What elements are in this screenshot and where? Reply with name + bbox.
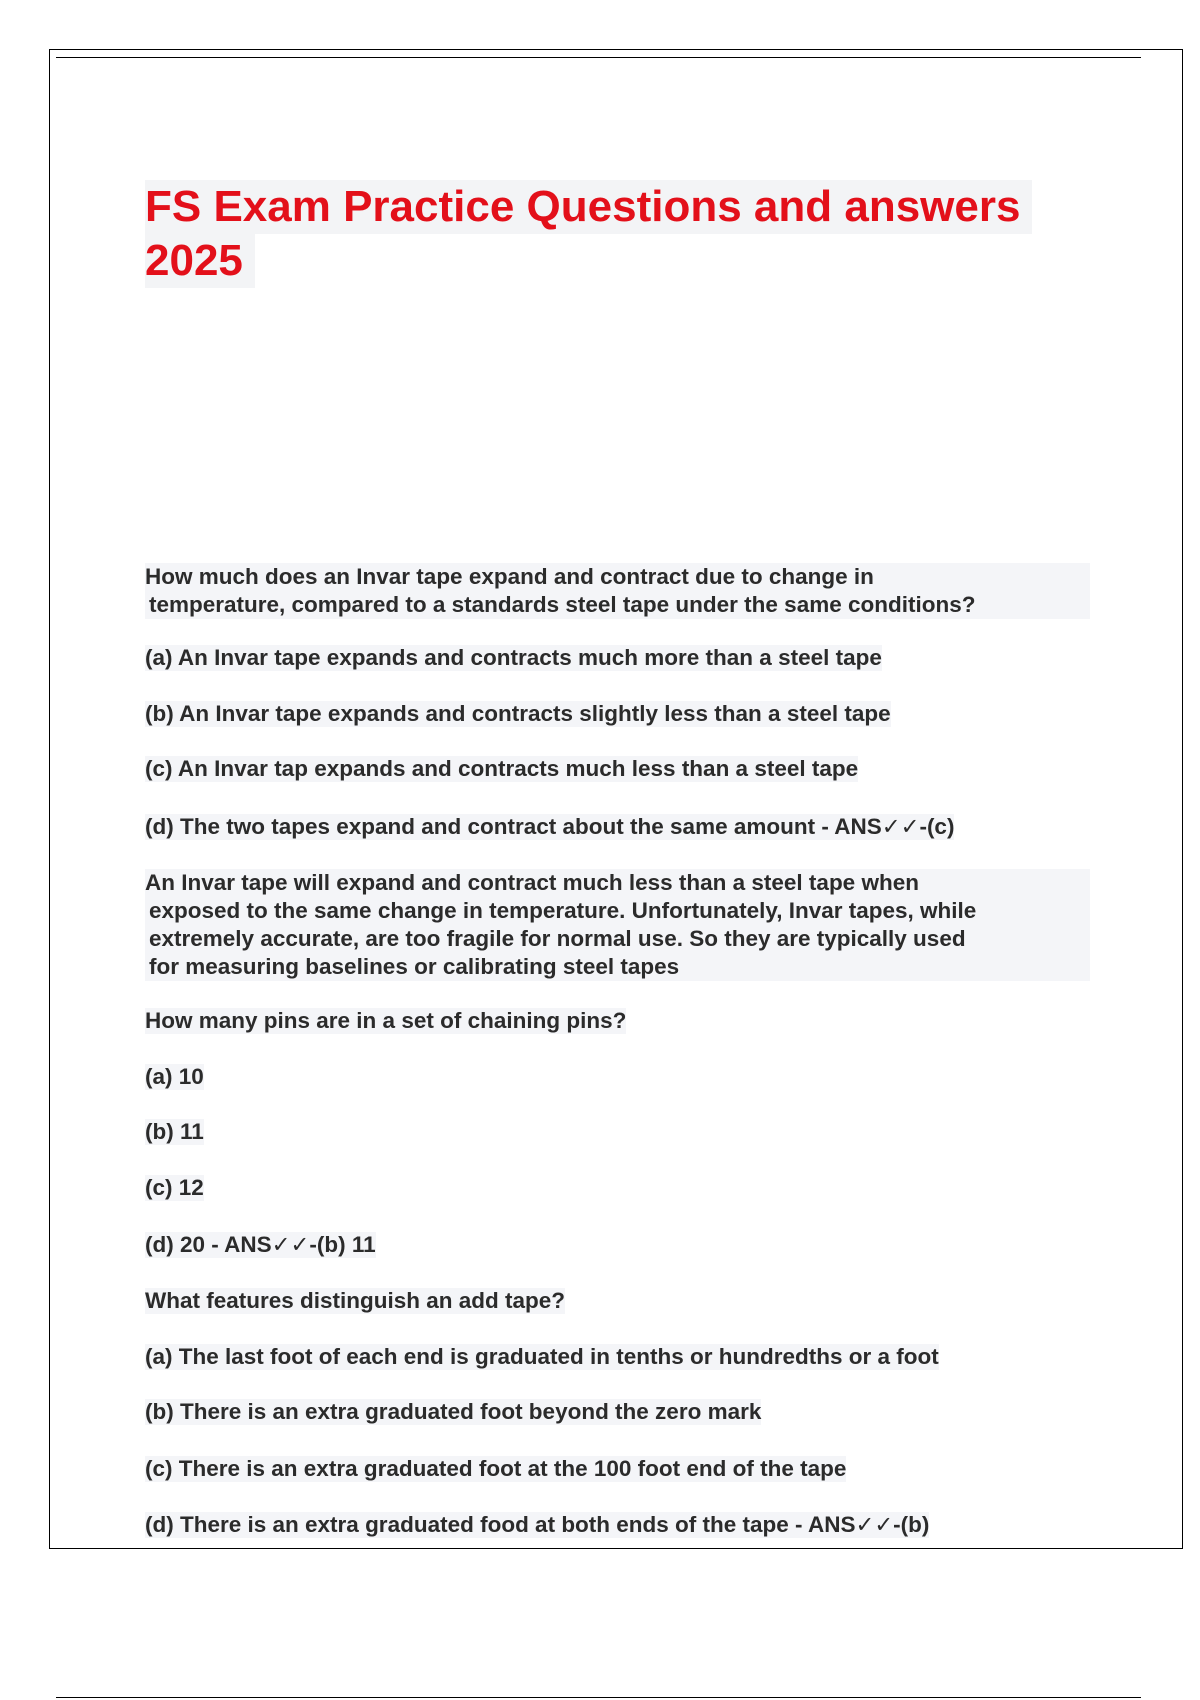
answer-option bbox=[145, 756, 1090, 782]
answer-option bbox=[145, 1344, 1090, 1370]
option-text: (d) There is an extra graduated food at both ends of the tape - ANS✓✓-(b) bbox=[145, 1512, 930, 1537]
explanation-text bbox=[145, 869, 1090, 981]
bottom-rule bbox=[56, 1697, 1141, 1698]
answer-option bbox=[145, 645, 1090, 671]
option-text: (d) 20 - ANS✓✓-(b) 11 bbox=[145, 1232, 376, 1257]
explanation-line: extremely accurate, are too fragile for normal use. So they are typically used bbox=[145, 925, 1090, 953]
option-text: (c) An Invar tap expands and contracts much less than a steel tape bbox=[145, 756, 859, 781]
answer-option bbox=[145, 701, 1090, 727]
option-text: (b) An Invar tape expands and contracts slightly less than a steel tape bbox=[145, 701, 891, 726]
answer-option bbox=[145, 1512, 1090, 1538]
question-text bbox=[145, 563, 1090, 619]
answer-option bbox=[145, 1119, 1090, 1145]
question-text: What features distinguish an add tape? bbox=[145, 1288, 566, 1313]
answer-option bbox=[145, 1232, 1090, 1258]
option-text: (b) 11 bbox=[145, 1119, 204, 1144]
option-text: (a) An Invar tape expands and contracts much more than a steel tape bbox=[145, 645, 882, 670]
option-text: (c) There is an extra graduated foot at the 100 foot end of the tape bbox=[145, 1456, 847, 1481]
title-line-2: 2025 bbox=[145, 234, 255, 288]
answer-option bbox=[145, 1456, 1090, 1482]
explanation-line: for measuring baselines or calibrating steel tapes bbox=[145, 953, 1090, 981]
question-line: temperature, compared to a standards steel tape under the same conditions? bbox=[145, 591, 1090, 619]
answer-option bbox=[145, 1175, 1090, 1201]
option-text: (c) 12 bbox=[145, 1175, 204, 1200]
option-text: (a) 10 bbox=[145, 1064, 204, 1089]
answer-option bbox=[145, 814, 1090, 840]
answer-option bbox=[145, 1064, 1090, 1090]
explanation-line: exposed to the same change in temperature. Unfortunately, Invar tapes, while bbox=[145, 897, 1090, 925]
question-text: How many pins are in a set of chaining pins? bbox=[145, 1008, 627, 1033]
option-text: (b) There is an extra graduated foot beyond the zero mark bbox=[145, 1399, 762, 1424]
explanation-line: An Invar tape will expand and contract much less than a steel tape when bbox=[145, 869, 1090, 897]
document-title bbox=[145, 180, 1075, 288]
answer-option bbox=[145, 1399, 1090, 1425]
explanation bbox=[145, 869, 1090, 981]
question-line: How much does an Invar tape expand and contract due to change in bbox=[145, 563, 1090, 591]
option-text: (d) The two tapes expand and contract about the same amount - ANS✓✓-(c) bbox=[145, 814, 955, 839]
option-text: (a) The last foot of each end is graduated in tenths or hundredths or a foot bbox=[145, 1344, 939, 1369]
title-line-1: FS Exam Practice Questions and answers bbox=[145, 180, 1032, 234]
top-rule bbox=[56, 57, 1141, 58]
question-2 bbox=[145, 1008, 1090, 1034]
question-3 bbox=[145, 1288, 1090, 1314]
question-1 bbox=[145, 563, 1090, 619]
